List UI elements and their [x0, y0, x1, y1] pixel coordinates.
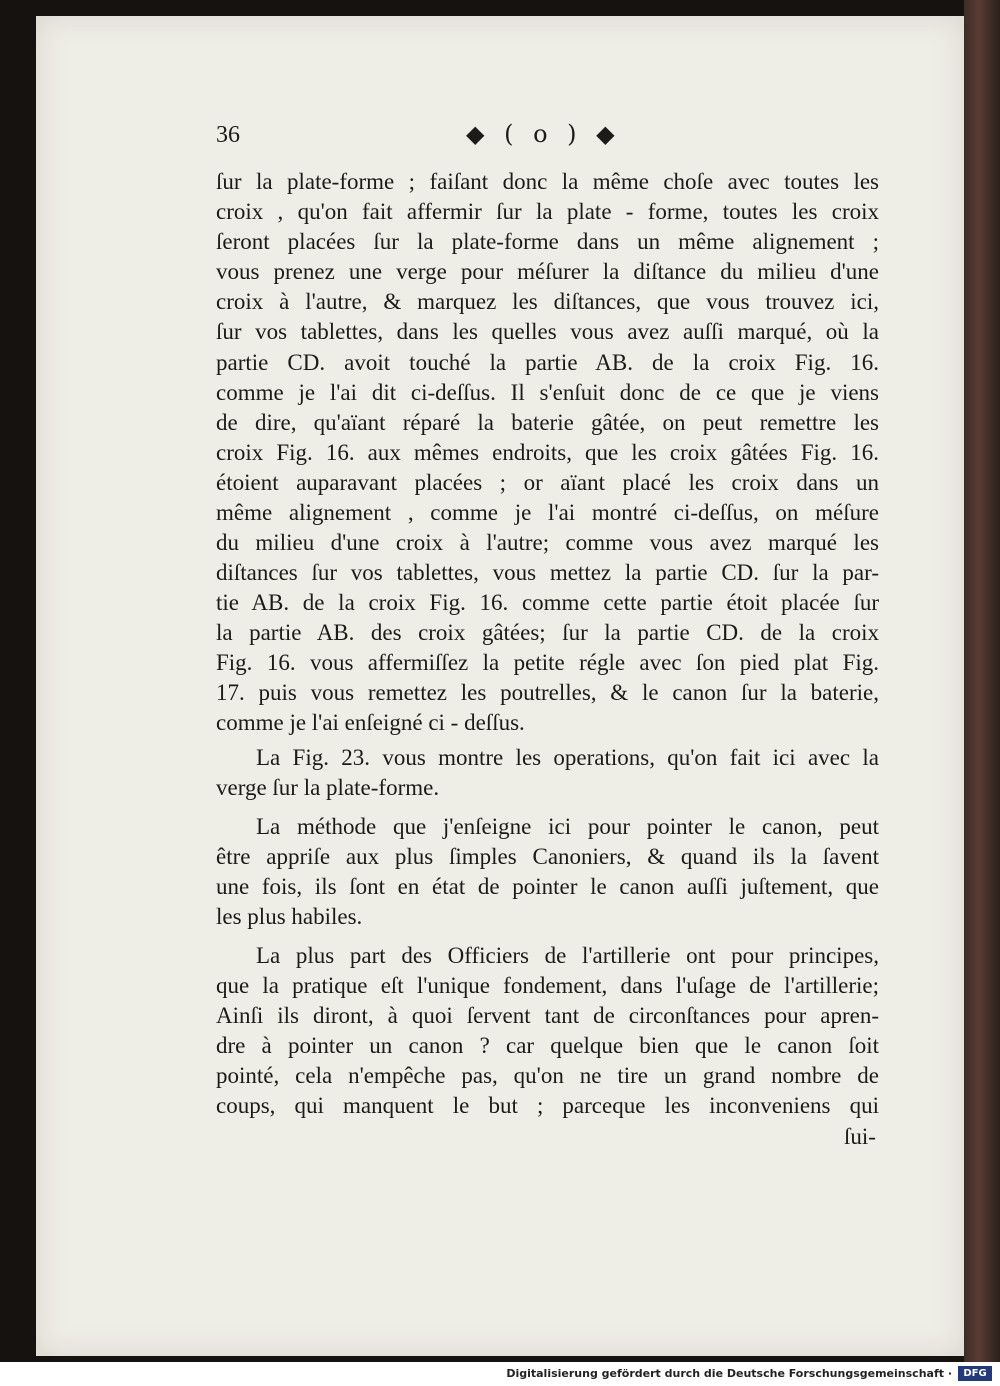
text-line: dre à pointer un canon ? car quelque bien que le canon ſoit	[216, 1033, 879, 1058]
text-line: diſtances ſur vos tablettes, vous mettez la partie CD. ſur la par-	[216, 560, 879, 585]
text-line: Ainſi ils diront, à quoi ſervent tant de circonſtances pour apren-	[216, 1003, 879, 1028]
dfg-logo: DFG	[958, 1366, 992, 1381]
text-line: ſur la plate-forme ; faiſant donc la même choſe avec toutes les	[216, 169, 879, 194]
text-line: vous prenez une verge pour méſurer la diſtance du milieu d'une	[216, 259, 879, 284]
text-line: croix à l'autre, & marquez les diſtances, que vous trouvez ici,	[216, 289, 879, 314]
text-line: ſeront placées ſur la plate-forme dans un même alignement ;	[216, 229, 879, 254]
text-line: les plus habiles.	[216, 904, 363, 929]
text-line: étoient auparavant placées ; or aïant placé les croix dans un	[216, 470, 879, 495]
text-line: la partie AB. des croix gâtées; ſur la partie CD. de la croix	[216, 620, 879, 645]
page-number: 36	[216, 122, 240, 148]
text-line: du milieu d'une croix à l'autre; comme vous avez marqué les	[216, 530, 879, 555]
catchword: ſui-	[844, 1124, 876, 1149]
text-line: croix , qu'on fait affermir ſur la plate - forme, toutes les croix	[216, 199, 879, 224]
text-line: La méthode que j'enſeigne ici pour pointer le canon, peut	[256, 814, 879, 839]
text-line: être appriſe aux plus ſimples Canoniers, & quand ils la ſavent	[216, 844, 879, 869]
text-line: La plus part des Officiers de l'artillerie ont pour principes,	[256, 943, 879, 968]
text-line: 17. puis vous remettez les poutrelles, & le canon ſur la baterie,	[216, 680, 879, 705]
text-line: partie CD. avoit touché la partie AB. de la croix Fig. 16.	[216, 350, 879, 375]
text-line: de dire, qu'aïant réparé la baterie gâtée, on peut remettre les	[216, 410, 879, 435]
text-line: que la pratique eſt l'unique fondement, dans l'uſage de l'artillerie;	[216, 973, 879, 998]
funding-notice: Digitalisierung gefördert durch die Deutsche Forschungsgemeinschaft ·	[506, 1367, 952, 1380]
text-line: comme je l'ai dit ci-deſſus. Il s'enſuit donc de ce que je viens	[216, 380, 879, 405]
page-header-ornament: ◆ ( o ) ◆	[466, 120, 621, 148]
text-line: même alignement , comme je l'ai montré ci-deſſus, on méſure	[216, 500, 879, 525]
book-spine-edge	[964, 0, 1000, 1362]
text-line: coups, qui manquent le but ; parceque les inconveniens qui	[216, 1093, 879, 1118]
text-line: verge ſur la plate-forme.	[216, 775, 440, 800]
text-line: ſur vos tablettes, dans les quelles vous avez auſſi marqué, où la	[216, 319, 879, 344]
text-line: La Fig. 23. vous montre les operations, qu'on fait ici avec la	[256, 745, 879, 770]
text-line: pointé, cela n'empêche pas, qu'on ne tire un grand nombre de	[216, 1063, 879, 1088]
text-line: croix Fig. 16. aux mêmes endroits, que les croix gâtées Fig. 16.	[216, 440, 879, 465]
text-line: une fois, ils ſont en état de pointer le canon auſſi juſtement, que	[216, 874, 879, 899]
text-line: comme je l'ai enſeigné ci - deſſus.	[216, 710, 525, 735]
text-line: Fig. 16. vous affermiſſez la petite régle avec ſon pied plat Fig.	[216, 650, 879, 675]
text-line: tie AB. de la croix Fig. 16. comme cette partie étoit placée ſur	[216, 590, 879, 615]
